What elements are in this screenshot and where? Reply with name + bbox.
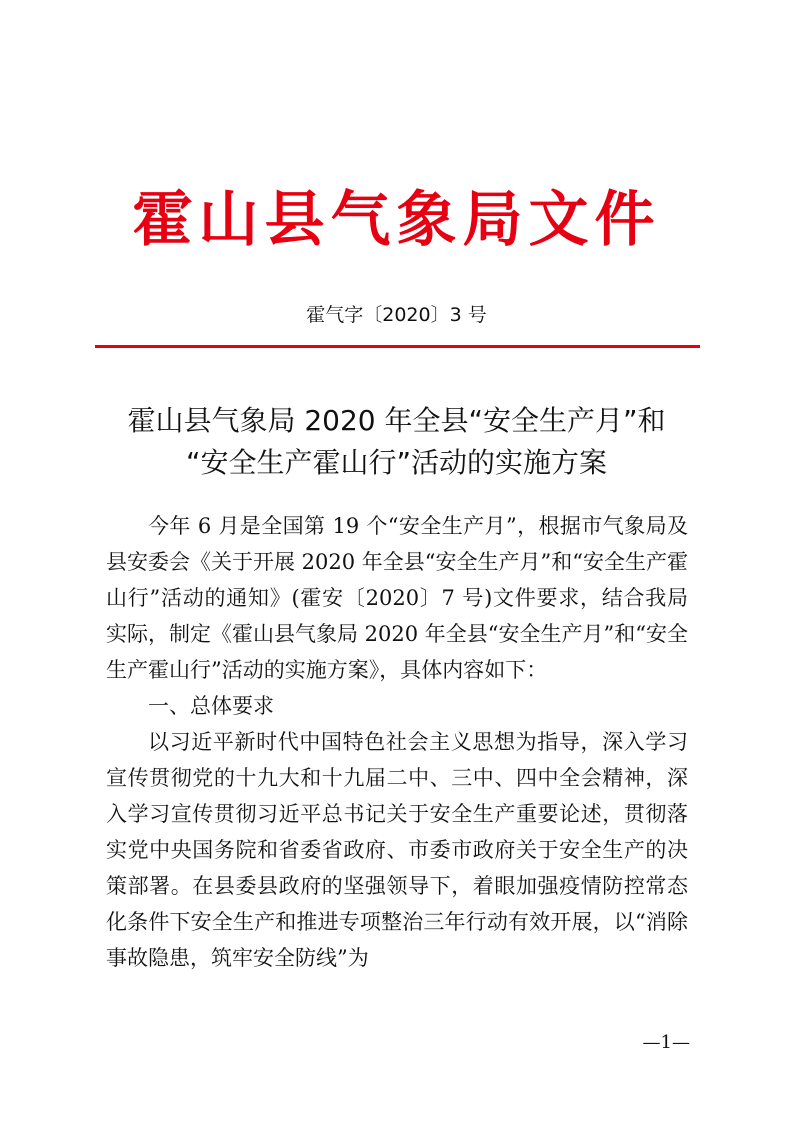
title-line-1: 霍山县气象局 2020 年全县“安全生产月”和 — [127, 404, 666, 437]
red-divider-line — [95, 345, 700, 348]
title-line-2: “安全生产霍山行”活动的实施方案 — [185, 446, 607, 479]
section-heading-1: 一、总体要求 — [148, 694, 274, 718]
document-number: 霍气字〔2020〕3 号 — [306, 304, 487, 326]
document-body — [106, 508, 688, 976]
intro-paragraph: 今年 6 月是全国第 19 个“安全生产月”，根据市气象局及县安委会《关于开展 2020 年全县“安全生产月”和“安全生产霍山行”活动的通知》(霍安〔2020〕7 号)文件要求，结合我局实际，制定《霍山县气象局 2020 年全县“安全生产月”和“安全生产霍山行”活动的实施方案》，具体内容如下： — [106, 514, 688, 682]
red-header-title: 霍山县气象局文件 — [132, 185, 661, 255]
section-paragraph-1: 以习近平新时代中国特色社会主义思想为指导，深入学习宣传贯彻党的十九大和十九届二中、三中、四中全会精神，深入学习宣传贯彻习近平总书记关于安全生产重要论述，贯彻落实党中央国务院和省委省政府、市委市政府关于安全生产的决策部署。在县委县政府的坚强领导下，着眼加强疫情防控常态化条件下安全生产和推进专项整治三年行动有效开展，以“消除事故隐患，筑牢安全防线”为 — [106, 730, 688, 970]
page-number: —1— — [642, 1032, 690, 1053]
document-title — [90, 400, 703, 484]
